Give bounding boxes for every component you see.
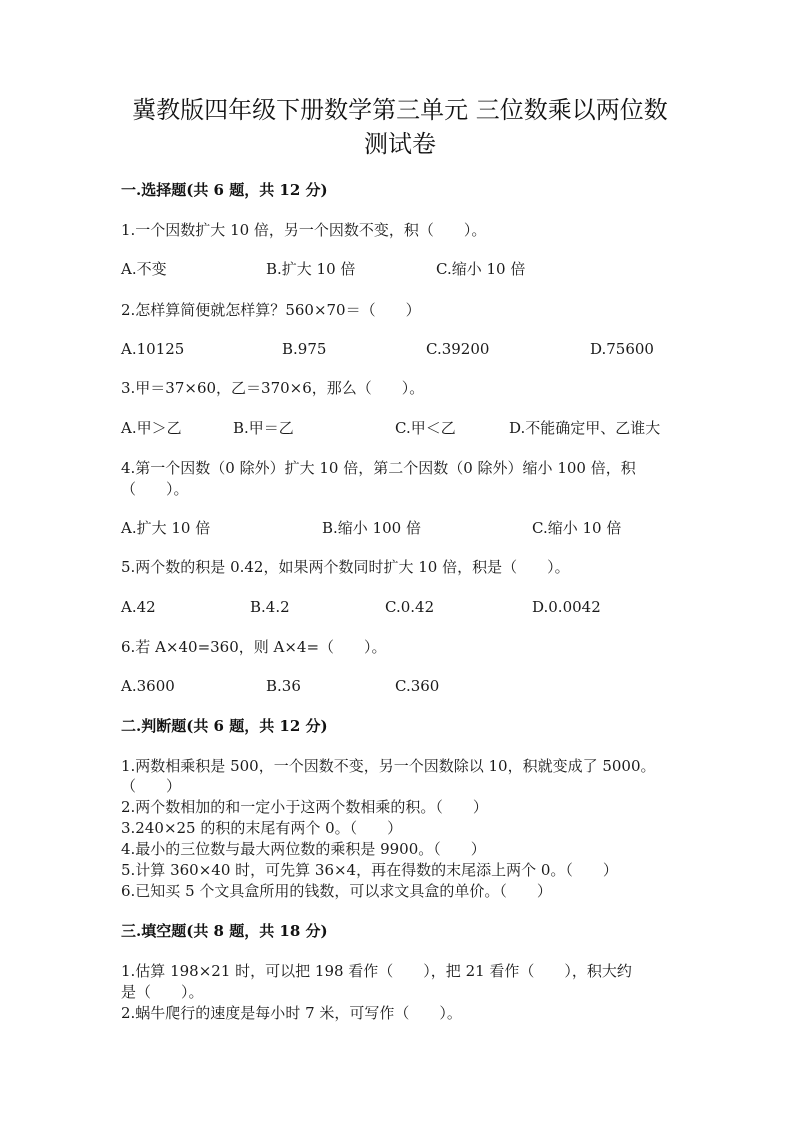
- fill-in-item-2: 2.蜗牛爬行的速度是每小时 7 米，可写作（ ）。: [121, 1004, 462, 1022]
- section-heading-fill-in: 三.填空题(共 8 题，共 18 分): [121, 922, 328, 940]
- page-title-line-2: 测试卷: [364, 130, 436, 158]
- section-heading-judgement: 二.判断题(共 6 题，共 12 分): [121, 717, 328, 735]
- section-heading-choice: 一.选择题(共 6 题，共 12 分): [121, 181, 328, 199]
- page-title-line-1: 冀教版四年级下册数学第三单元 三位数乘以两位数: [132, 96, 668, 124]
- choice-3-option-c: C.甲＜乙: [395, 419, 456, 437]
- choice-6-option-b: B.36: [266, 677, 301, 695]
- choice-4-option-b: B.缩小 100 倍: [322, 519, 421, 537]
- choice-3-option-b: B.甲＝乙: [233, 419, 294, 437]
- choice-2-option-d: D.75600: [590, 340, 654, 358]
- choice-question-4: 4.第一个因数（0 除外）扩大 10 倍，第二个因数（0 除外）缩小 100 倍，积: [121, 459, 636, 477]
- choice-question-6: 6.若 A×40=360，则 A×4=（ ）。: [121, 638, 387, 656]
- choice-4-option-c: C.缩小 10 倍: [532, 519, 622, 537]
- choice-5-option-b: B.4.2: [250, 598, 290, 616]
- choice-5-option-c: C.0.42: [385, 598, 435, 616]
- choice-1-option-c: C.缩小 10 倍: [436, 260, 526, 278]
- choice-question-5: 5.两个数的积是 0.42，如果两个数同时扩大 10 倍，积是（ ）。: [121, 558, 570, 576]
- choice-3-option-a: A.甲＞乙: [121, 419, 182, 437]
- choice-2-option-b: B.975: [282, 340, 327, 358]
- fill-in-item-1: 1.估算 198×21 时，可以把 198 看作（ ），把 21 看作（ ），积大约: [121, 962, 632, 980]
- judgement-item-2: 2.两个数相加的和一定小于这两个数相乘的积。（ ）: [121, 798, 488, 816]
- judgement-item-3: 3.240×25 的积的末尾有两个 0。（ ）: [121, 819, 403, 837]
- choice-4-option-a: A.扩大 10 倍: [121, 519, 211, 537]
- choice-6-option-a: A.3600: [121, 677, 175, 695]
- choice-1-option-a: A.不变: [121, 260, 167, 278]
- judgement-item-1-cont: （ ）: [121, 777, 182, 795]
- choice-2-option-a: A.10125: [121, 340, 185, 358]
- choice-2-option-c: C.39200: [426, 340, 490, 358]
- fill-in-item-1-cont: 是（ ）。: [121, 983, 204, 1001]
- choice-5-option-a: A.42: [121, 598, 156, 616]
- judgement-item-4: 4.最小的三位数与最大两位数的乘积是 9900。（ ）: [121, 840, 486, 858]
- judgement-item-5: 5.计算 360×40 时，可先算 36×4，再在得数的末尾添上两个 0。（ ）: [121, 861, 618, 879]
- choice-question-4-cont: （ ）。: [121, 480, 189, 498]
- choice-6-option-c: C.360: [395, 677, 440, 695]
- judgement-item-6: 6.已知买 5 个文具盒所用的钱数，可以求文具盒的单价。（ ）: [121, 882, 552, 900]
- choice-question-3: 3.甲＝37×60，乙＝370×6，那么（ ）。: [121, 379, 425, 397]
- choice-3-option-d: D.不能确定甲、乙谁大: [509, 419, 661, 437]
- judgement-item-1: 1.两数相乘积是 500，一个因数不变，另一个因数除以 10，积就变成了 5000。: [121, 757, 656, 775]
- choice-question-2: 2.怎样算简便就怎样算？560×70＝（ ）: [121, 301, 421, 319]
- choice-question-1: 1.一个因数扩大 10 倍，另一个因数不变，积（ ）。: [121, 221, 487, 239]
- choice-1-option-b: B.扩大 10 倍: [266, 260, 356, 278]
- choice-5-option-d: D.0.0042: [532, 598, 601, 616]
